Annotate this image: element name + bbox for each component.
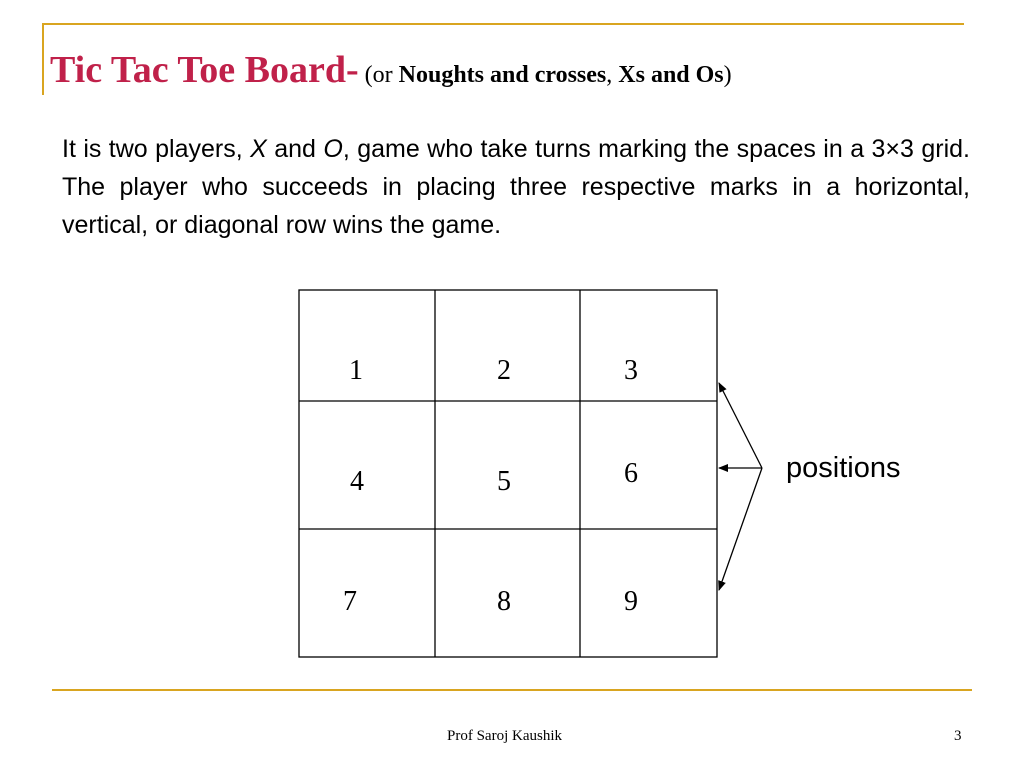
title-bold: Noughts and crosses [398, 62, 607, 88]
cell-8: 8 [497, 586, 511, 617]
body-x: X [250, 135, 267, 163]
cell-9: 9 [624, 586, 638, 617]
body-part-3: , game who take turns marking the spaces in a 3×3 grid. The player who succeeds in placing three respective marks in a horizontal, vertical, or diagonal row wins the game. [62, 135, 970, 239]
cell-6: 6 [624, 458, 638, 489]
title-open: (or [358, 62, 399, 88]
cell-5: 5 [497, 466, 511, 497]
title-comma: , [606, 62, 619, 88]
cell-3: 3 [624, 355, 638, 386]
title-bold2: Xs and Os [618, 62, 724, 88]
footer-author: Prof Saroj Kaushik [447, 728, 562, 744]
bottom-rule [52, 689, 972, 691]
title-main: Tic Tac Toe Board- [50, 49, 359, 91]
cell-4: 4 [350, 466, 364, 497]
cell-2: 2 [497, 355, 511, 386]
arrow-to-row-1 [719, 383, 762, 468]
positions-label: positions [786, 452, 901, 484]
arrow-to-row-3 [719, 468, 762, 590]
cell-7: 7 [343, 586, 357, 617]
cell-1: 1 [349, 355, 363, 386]
page-number: 3 [954, 728, 962, 744]
body-part-1: It is two players, [62, 135, 251, 163]
title-close: ) [723, 62, 732, 88]
body-part-2: and [266, 135, 324, 163]
body-o: O [323, 135, 343, 163]
